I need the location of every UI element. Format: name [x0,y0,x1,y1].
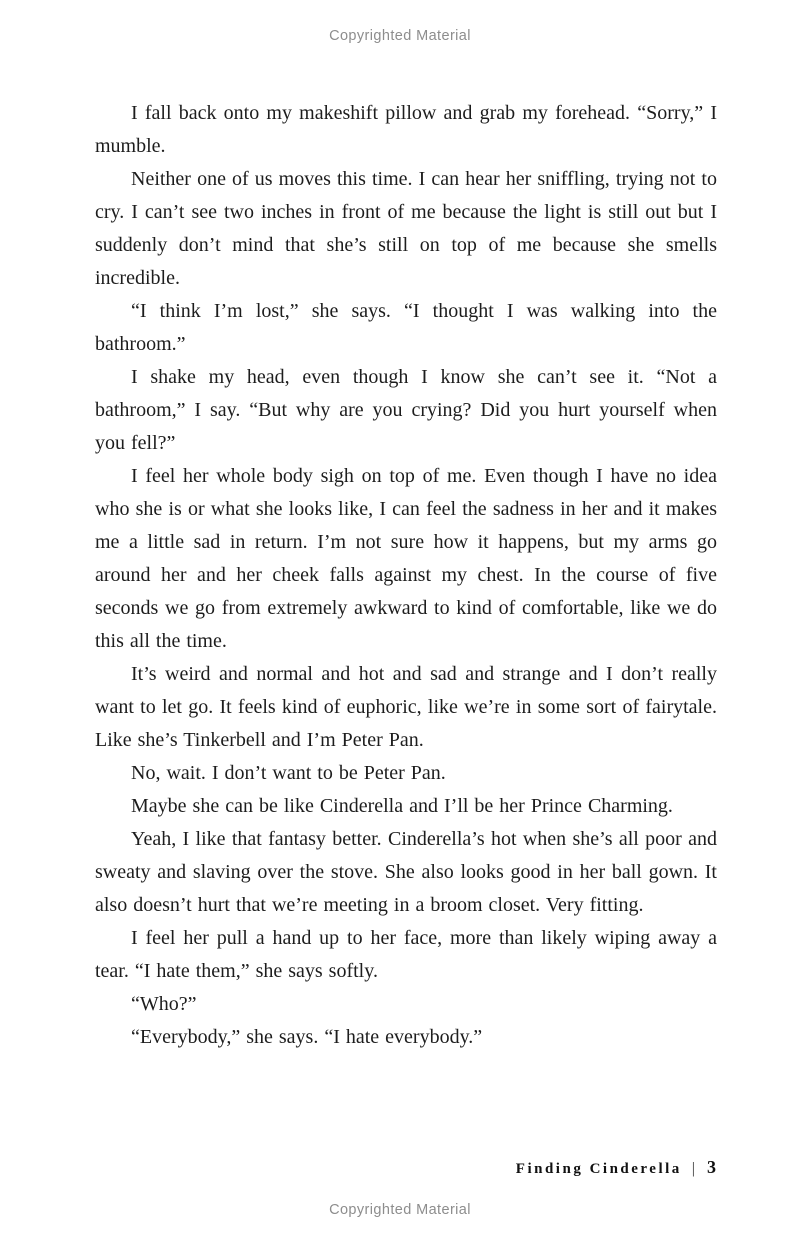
paragraph: I feel her whole body sigh on top of me. Even though I have no idea who she is or what she looks like, I can feel the sadness in her and it makes me a little sad in return. I’m not sure how it happens, but my arms go around her and her cheek falls against my chest. In the course of five seconds we go from extremely awkward to kind of comfortable, like we do this all the time. [95,465,717,652]
copyright-notice-top: Copyrighted Material [329,28,471,44]
body-text [95,97,717,1054]
paragraph: I shake my head, even though I know she can’t see it. “Not a bathroom,” I say. “But why are you crying? Did you hurt yourself when you fell?” [95,366,717,454]
page-number: 3 [707,1157,716,1177]
paragraph: No, wait. I don’t want to be Peter Pan. [131,762,446,784]
paragraph: Maybe she can be like Cinderella and I’ll be her Prince Charming. [131,795,673,817]
book-title: Finding Cinderella [515,1161,682,1177]
paragraph: It’s weird and normal and hot and sad and strange and I don’t really want to let go. It feels kind of euphoric, like we’re in some sort of fairytale. Like she’s Tinkerbell and I’m Peter Pan. [95,663,717,751]
paragraph: I feel her pull a hand up to her face, more than likely wiping away a tear. “I hate them,” she says softly. [95,927,717,982]
paragraph: I fall back onto my makeshift pillow and grab my forehead. “Sorry,” I mumble. [95,102,717,157]
paragraph: “Who?” [131,993,197,1015]
paragraph: Yeah, I like that fantasy better. Cinderella’s hot when she’s all poor and sweaty and slaving over the stove. She also looks good in her ball gown. It also doesn’t hurt that we’re meeting in a broom closet. Very fitting. [95,828,717,916]
paragraph: “Everybody,” she says. “I hate everybody.” [131,1026,483,1048]
paragraph: Neither one of us moves this time. I can hear her sniffling, trying not to cry. I can’t see two inches in front of me because the light is still out but I suddenly don’t mind that she’s still on top of me because she smells incredible. [95,168,717,289]
paragraph: “I think I’m lost,” she says. “I thought I was walking into the bathroom.” [95,300,717,355]
footer-separator: | [691,1160,695,1177]
copyright-notice-bottom: Copyrighted Material [329,1202,471,1218]
page-footer [516,1157,716,1178]
